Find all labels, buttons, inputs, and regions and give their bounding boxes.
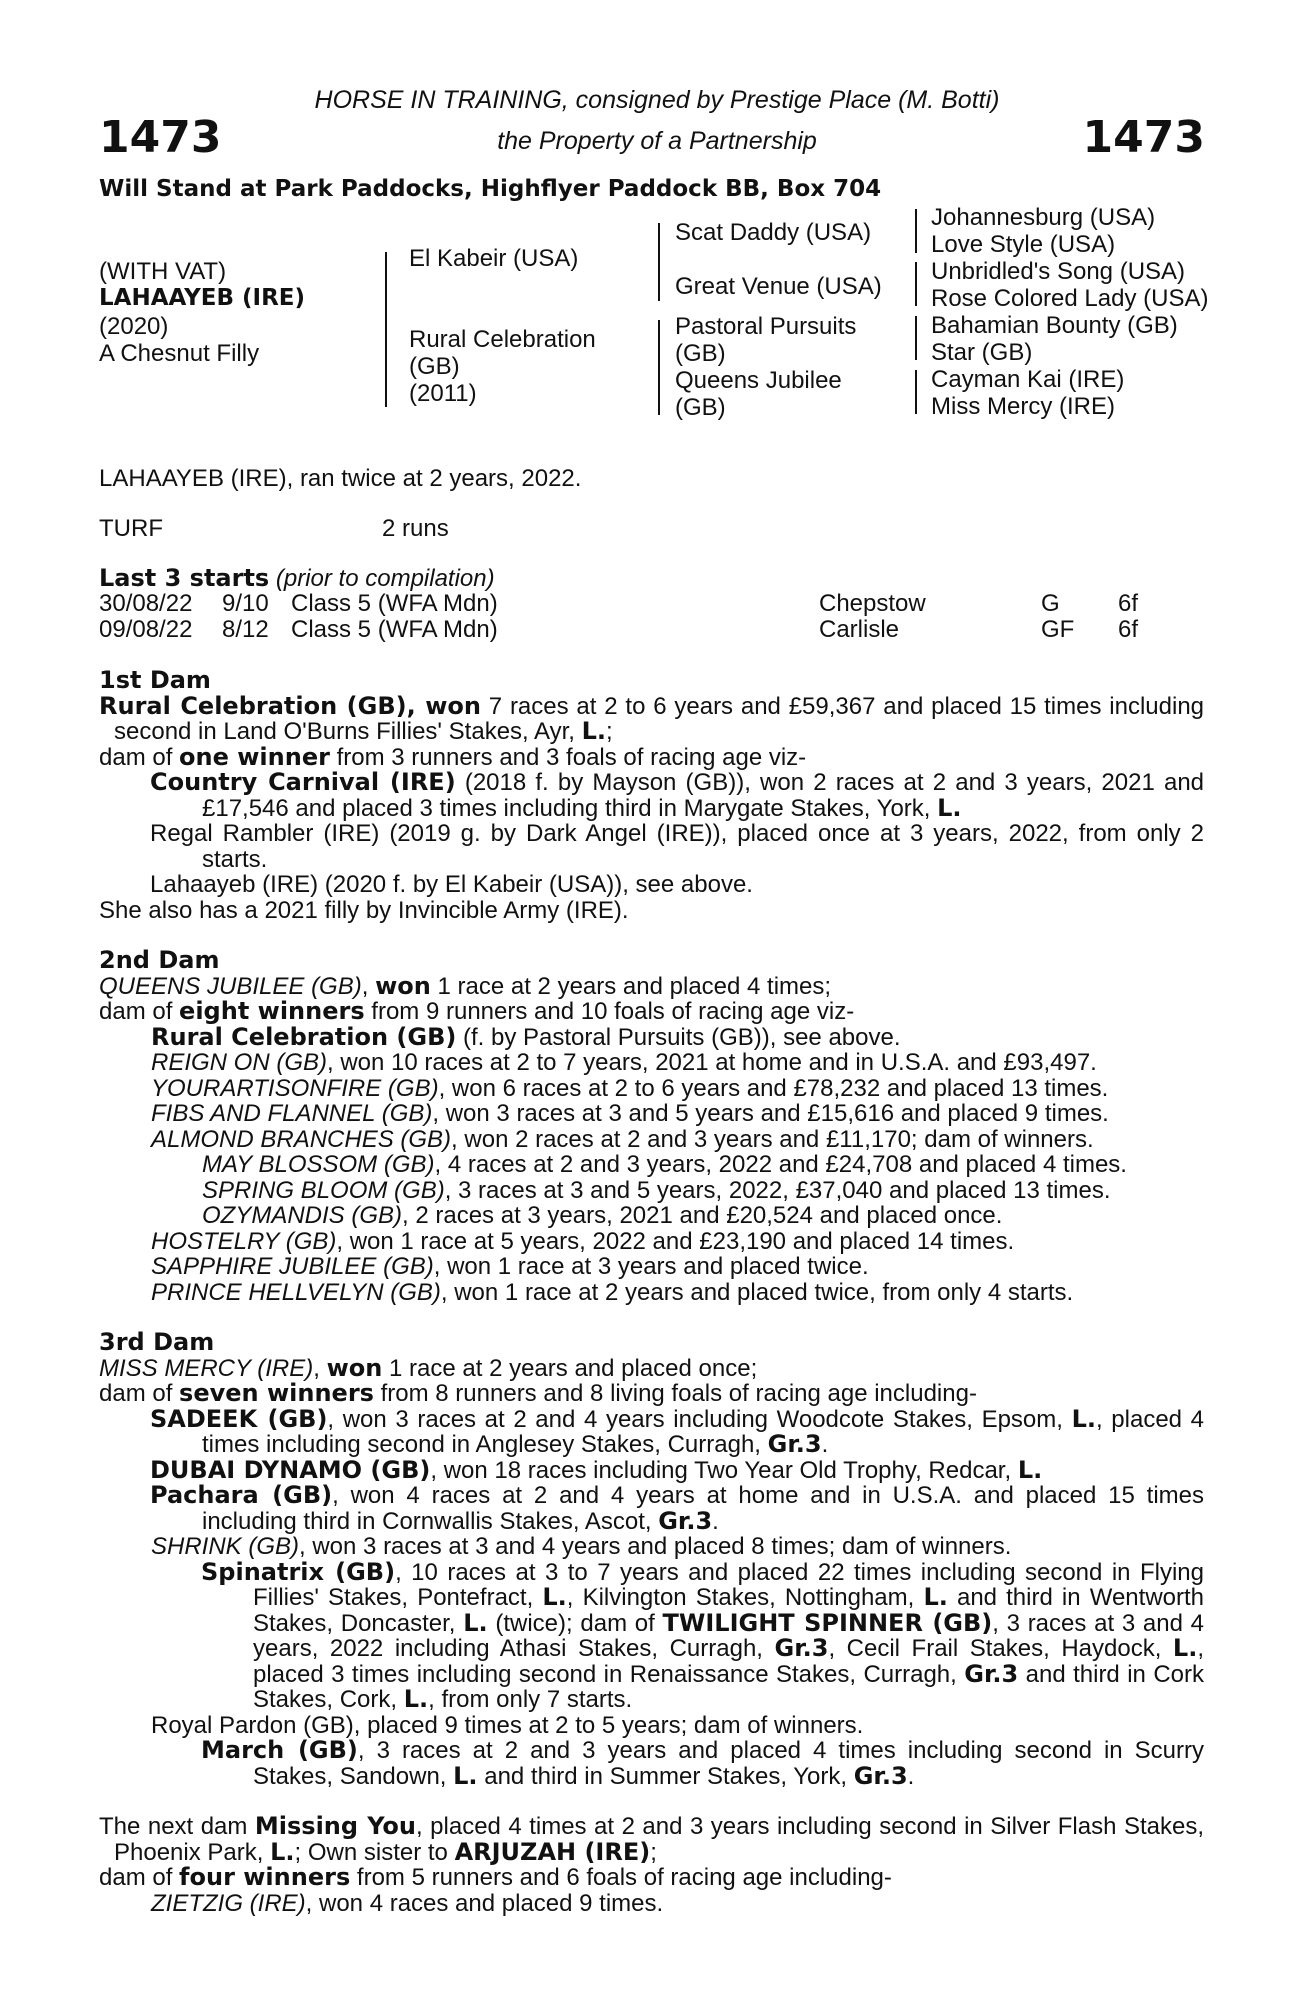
race-summary: LAHAAYEB (IRE), ran twice at 2 years, 2022. [99, 465, 582, 492]
property-line: the Property of a Partnership [497, 127, 817, 155]
pedigree-dsd: Star (GB) [931, 339, 1033, 366]
start-date: 09/08/22 [99, 616, 193, 643]
produce-hostelry: HOSTELRY (GB), won 1 race at 5 years, 2022 and £23,190 and placed 14 times. [151, 1227, 1015, 1255]
second-dam-record: QUEENS JUBILEE (GB), won 1 race at 2 years and placed 4 times; [99, 971, 832, 1000]
pedigree-dam-year: (2011) [409, 380, 477, 407]
start-class: Class 5 (WFA Mdn) [291, 590, 498, 617]
pedigree-sire: El Kabeir (USA) [409, 245, 579, 272]
first-dam-produce-summary: dam of one winner from 3 runners and 3 foals of racing age viz- [99, 742, 807, 771]
stand-location: Will Stand at Park Paddocks, Highflyer Paddock BB, Box 704 [99, 176, 882, 202]
dam-sections [99, 668, 1204, 1916]
turf-runs: 2 runs [382, 515, 449, 542]
start-class: Class 5 (WFA Mdn) [291, 616, 498, 643]
pedigree-dam-sire: Pastoral Pursuits [675, 313, 857, 340]
pedigree-brace [915, 209, 917, 253]
pedigree-dam-origin: (GB) [409, 353, 460, 380]
produce-dubai-dynamo: DUBAI DYNAMO (GB), won 18 races including Two Year Old Trophy, Redcar, L. [150, 1455, 1043, 1484]
start-date: 30/08/22 [99, 590, 193, 617]
start-position: 8/12 [222, 616, 269, 643]
second-dam-title: 2nd Dam [99, 946, 220, 974]
pedigree-brace [385, 252, 387, 407]
pedigree-sdd: Rose Colored Lady (USA) [931, 285, 1209, 312]
produce-fibs-and-flannel: FIBS AND FLANNEL (GB), won 3 races at 3 and 5 years and £15,616 and placed 9 times. [151, 1100, 1109, 1127]
produce-royal-pardon: Royal Pardon (GB), placed 9 times at 2 to 5 years; dam of winners. [151, 1711, 864, 1739]
produce-reign-on: REIGN ON (GB), won 10 races at 2 to 7 years, 2021 at home and in U.S.A. and £93,497. [151, 1049, 1097, 1076]
lot-number-right: 1473 [1082, 112, 1205, 163]
produce-lahaayeb: Lahaayeb (IRE) (2020 f. by El Kabeir (USA)), see above. [150, 871, 753, 898]
pedigree-ssd: Love Style (USA) [931, 231, 1116, 258]
consignor-line: HORSE IN TRAINING, consigned by Prestige Place (M. Botti) [314, 86, 1000, 114]
produce-yourartisonfire: YOURARTISONFIRE (GB), won 6 races at 2 to 6 years and £78,232 and placed 13 times. [151, 1074, 1109, 1102]
pedigree-dam-dam-origin: (GB) [675, 394, 726, 421]
start-going: GF [1041, 616, 1075, 643]
first-dam-also: She also has a 2021 filly by Invincible Army (IRE). [99, 896, 629, 924]
pedigree-sire-dam: Great Venue (USA) [675, 273, 882, 300]
pedigree-brace [658, 223, 660, 301]
pedigree-dam-sire-origin: (GB) [675, 340, 726, 367]
pedigree-ddd: Miss Mercy (IRE) [931, 393, 1115, 420]
last-starts-title: Last 3 starts [99, 564, 270, 592]
lot-number-left: 1473 [99, 112, 222, 163]
last-starts-heading [99, 566, 495, 592]
pedigree-brace [915, 370, 917, 414]
second-dam-produce-summary: dam of eight winners from 9 runners and 10 foals of racing age viz- [99, 997, 855, 1025]
next-dam-produce-summary: dam of four winners from 5 runners and 6 foals of racing age including- [99, 1863, 892, 1891]
produce-sadeek: SADEEK (GB), won 3 races at 2 and 4 years including Woodcote Stakes, Epsom, L., placed 4 times including second in Anglesey Stakes, Curragh, Gr.3. [150, 1404, 1205, 1458]
horse-description: A Chesnut Filly [99, 340, 260, 367]
pedigree-dam-dam: Queens Jubilee [675, 367, 842, 394]
pedigree-brace [915, 262, 917, 306]
pedigree-dss: Bahamian Bounty (GB) [931, 312, 1178, 339]
produce-rural-celebration: Rural Celebration (GB) (f. by Pastoral Pursuits (GB)), see above. [151, 1022, 901, 1051]
produce-ozymandis: OZYMANDIS (GB), 2 races at 3 years, 2021 and £20,524 and placed once. [202, 1202, 1003, 1229]
produce-prince-hellvelyn: PRINCE HELLVELYN (GB), won 1 race at 2 years and placed twice, from only 4 starts. [151, 1278, 1074, 1306]
pedigree-brace [658, 320, 660, 415]
horse-name: LAHAAYEB (IRE) [99, 285, 306, 311]
third-dam-title: 3rd Dam [99, 1328, 215, 1356]
produce-spinatrix: Spinatrix (GB), 10 races at 3 to 7 years and placed 22 times including second in Flying Fillies' Stakes, Pontefract, L., Kilvington Stakes, Nottingham, L. and third in Wentworth Stakes, Doncaster, L. (twice); dam of TWILIGHT SPINNER (GB), 3 races at 3 and 4 years, 2022 including Athasi Stakes, Curragh, Gr.3, Cecil Frail Stakes, Haydock, L., placed 3 times including second in Renaissance Stakes, Curragh, Gr.3 and third in Cork Stakes, Cork, L., from only 7 starts. [201, 1557, 1205, 1713]
produce-march: March (GB), 3 races at 2 and 3 years and placed 4 times including second in Scurry Stakes, Sandown, L. and third in Summer Stakes, York, Gr.3. [201, 1736, 1204, 1790]
start-position: 9/10 [222, 590, 269, 617]
produce-almond-branches: ALMOND BRANCHES (GB), won 2 races at 2 and 3 years and £11,170; dam of winners. [151, 1125, 1094, 1153]
pedigree-sss: Johannesburg (USA) [931, 204, 1156, 231]
produce-sapphire-jubilee: SAPPHIRE JUBILEE (GB), won 1 race at 3 years and placed twice. [151, 1253, 869, 1280]
pedigree-dds: Cayman Kai (IRE) [931, 366, 1125, 393]
start-distance: 6f [1118, 590, 1139, 617]
produce-zietzig: ZIETZIG (IRE), won 4 races and placed 9 times. [151, 1889, 664, 1917]
start-course: Carlisle [819, 616, 900, 643]
foaled-year: (2020) [99, 313, 169, 340]
first-dam-title: 1st Dam [99, 666, 211, 694]
produce-shrink: SHRINK (GB), won 3 races at 3 and 4 years and placed 8 times; dam of winners. [151, 1533, 1012, 1560]
pedigree-sds: Unbridled's Song (USA) [931, 258, 1186, 285]
pedigree-sire-sire: Scat Daddy (USA) [675, 219, 872, 246]
next-dam-record: The next dam Missing You, placed 4 times at 2 and 3 years including second in Silver Flash Stakes, Phoenix Park, L.; Own sister to ARJUZAH (IRE); [99, 1812, 1204, 1866]
produce-regal-rambler: Regal Rambler (IRE) (2019 g. by Dark Angel (IRE)), placed once at 3 years, 2022, from only 2 starts. [150, 820, 1204, 873]
pedigree-dam: Rural Celebration [409, 326, 596, 353]
produce-country-carnival: Country Carnival (IRE) (2018 f. by Mayson (GB)), won 2 races at 2 and 3 years, 2021 and £17,546 and placed 3 times including third in Marygate Stakes, York, L. [150, 768, 1205, 822]
last-starts-note: (prior to compilation) [275, 565, 495, 592]
first-dam-record: Rural Celebration (GB), won 7 races at 2 to 6 years and £59,367 and placed 15 times including second in Land O'Burns Fillies' Stakes, Ayr, L.; [99, 691, 1205, 745]
third-dam-record: MISS MERCY (IRE), won 1 race at 2 years and placed once; [99, 1353, 758, 1382]
vat-note: (WITH VAT) [99, 258, 227, 285]
third-dam-produce-summary: dam of seven winners from 8 runners and 8 living foals of racing age including- [99, 1379, 977, 1407]
produce-pachara: Pachara (GB), won 4 races at 2 and 4 years at home and in U.S.A. and placed 15 times including third in Cornwallis Stakes, Ascot, Gr.3. [150, 1481, 1204, 1535]
start-going: G [1041, 590, 1060, 617]
turf-label: TURF [99, 515, 163, 542]
pedigree-brace [915, 316, 917, 360]
start-course: Chepstow [819, 590, 926, 617]
produce-spring-bloom: SPRING BLOOM (GB), 3 races at 3 and 5 years, 2022, £37,040 and placed 13 times. [202, 1176, 1111, 1204]
start-distance: 6f [1118, 616, 1139, 643]
produce-may-blossom: MAY BLOSSOM (GB), 4 races at 2 and 3 years, 2022 and £24,708 and placed 4 times. [202, 1151, 1127, 1178]
